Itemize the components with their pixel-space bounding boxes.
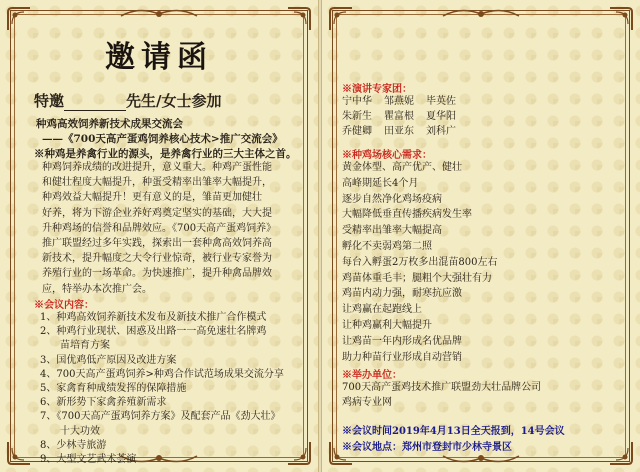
- expert-name: 乔健卿: [342, 126, 372, 137]
- need-item: 助力种苗行业形成自动营销: [342, 351, 462, 363]
- need-item: 每台入孵蛋2万枚多出混苗800左右: [342, 256, 498, 268]
- expert-name: 邹燕妮: [384, 96, 414, 107]
- need-item: 逐步自然净化鸡场疫病: [342, 193, 442, 205]
- intro-line: 升种鸡场的信誉和品牌效应。《700天高产蛋鸡饲养》: [42, 222, 277, 234]
- corner-ornament-icon: [6, 440, 32, 466]
- need-item: 受精率出雏率大幅提高: [342, 225, 442, 237]
- agenda-item: 7、《700天高产蛋鸡饲养方案》及配套产品《劲大壮》: [40, 411, 281, 423]
- agenda-item: 1、种鸡高效饲养新技术发布及新技术推广合作模式: [40, 312, 267, 323]
- event-subtitle: ——《700天高产蛋鸡饲养核心技术>推广交流会》: [42, 133, 283, 145]
- corner-ornament-icon: [608, 440, 634, 466]
- experts-row: [342, 109, 468, 124]
- corner-ornament-icon: [6, 6, 32, 32]
- agenda-item: 十大功效: [40, 425, 100, 437]
- need-item: 孵化不卖弱鸡第二照: [342, 240, 432, 252]
- need-item: 让种鸡赢利大幅提升: [342, 319, 432, 331]
- corner-ornament-icon: [286, 6, 312, 32]
- agenda-item: 2、种鸡行业现状、困惑及出路一一高免速壮名牌鸡: [40, 326, 267, 338]
- invite-suffix: 先生/女士参加: [126, 92, 222, 110]
- intro-paragraph: [42, 160, 302, 297]
- scroll-ornament-icon: [441, 4, 521, 20]
- corner-ornament-icon: [328, 6, 354, 32]
- intro-line: 推广联盟经过多年实践，探索出一套种禽高效饲养高: [42, 238, 272, 250]
- invite-prefix: 特邀: [34, 92, 65, 110]
- intro-line: 养殖行业的一场革命。为快速推广，提升种禽品牌效: [42, 268, 272, 280]
- need-item: 让鸡赢在起跑线上: [342, 304, 422, 316]
- invite-line: [34, 90, 222, 111]
- event-name: 种鸡高效饲养新技术成果交流会: [36, 118, 183, 130]
- agenda-heading: ※会议内容：: [34, 300, 94, 311]
- scroll-ornament-icon: [119, 4, 199, 20]
- scroll-ornament-icon: [441, 452, 521, 468]
- organizer-line: 700天高产蛋鸡技术推广联盟劲大壮品牌公司: [342, 382, 542, 393]
- expert-name: 宁中华: [342, 96, 372, 107]
- corner-ornament-icon: [608, 6, 634, 32]
- need-item: 大幅降低垂直传播疾病发生率: [342, 209, 472, 221]
- agenda-item: 9、大型文艺武术荟演: [40, 454, 137, 466]
- need-item: 让鸡苗一年内形成名优品牌: [342, 335, 462, 347]
- intro-line: 种鸡饲养成绩的改进提升，意义重大。种鸡产蛋性能: [42, 162, 272, 173]
- needs-list: [342, 160, 612, 365]
- need-item: 鸡苗内动力强，耐寒抗应激: [342, 288, 462, 300]
- expert-name: 朱新生: [342, 111, 372, 122]
- need-item: 鸡苗体重毛丰；腿粗个大强壮有力: [342, 272, 492, 284]
- agenda-item: 8、少林寺旅游: [40, 439, 107, 451]
- agenda-item: 3、国优鸡低产原因及改进方案: [40, 354, 177, 366]
- intro-line: 应，特举办本次推广会。: [42, 283, 152, 295]
- intro-line: 新技术，提升幅度之大令行业惊奇，被行业专家誉为: [42, 253, 272, 265]
- agenda-item: 4、700天高产蛋鸡饲养>种鸡合作试范场成果交流分享: [40, 368, 284, 380]
- expert-name: 瞿富根: [384, 111, 414, 122]
- experts-row: [342, 94, 468, 109]
- needs-heading: ※种鸡场核心需求：: [342, 150, 432, 161]
- left-page: [0, 0, 318, 472]
- intro-heading: ※种鸡是养禽行业的源头，是养禽行业的三大主体之首。: [34, 148, 297, 160]
- expert-name: 田亚东: [384, 126, 414, 137]
- experts-heading: ※演讲专家团：: [342, 84, 412, 95]
- expert-name: 夏华阳: [426, 111, 456, 122]
- intro-line: 好养，将为下游企业养好鸡奠定坚实的基础，大大提: [42, 207, 272, 219]
- invitation-title: 邀请函: [105, 40, 213, 75]
- need-item: 高峰期延长4个月: [342, 177, 419, 189]
- agenda-item: 6、新形势下家禽养殖新需求: [40, 397, 167, 409]
- organizer-line: 鸡病专业网: [342, 397, 392, 408]
- experts-list: [342, 94, 468, 139]
- organizer-list: [342, 380, 612, 410]
- name-blank: [64, 95, 126, 111]
- agenda-list: [40, 311, 290, 467]
- expert-name: 刘科广: [426, 126, 456, 137]
- agenda-item: 5、家禽育种成绩发挥的保障措施: [40, 383, 187, 395]
- experts-row: [342, 124, 468, 139]
- expert-name: 毕英佐: [426, 96, 456, 107]
- right-page: [322, 0, 640, 472]
- intro-line: 种鸡效益大幅提升！更有意义的是，雏苗更加健壮: [42, 192, 262, 204]
- meeting-time: ※会议时间2019年4月13日全天报到，14号会议: [342, 426, 565, 437]
- agenda-item: 苗培育方案: [40, 340, 110, 352]
- intro-line: 和健壮程度大幅提升，种蛋受精率出雏率大幅提升，: [42, 177, 272, 189]
- organizer-heading: ※举办单位：: [342, 370, 402, 381]
- meeting-place: ※会议地点：郑州市登封市少林寺景区: [342, 442, 512, 453]
- need-item: 黄金体型、高产优产、健壮: [342, 162, 462, 173]
